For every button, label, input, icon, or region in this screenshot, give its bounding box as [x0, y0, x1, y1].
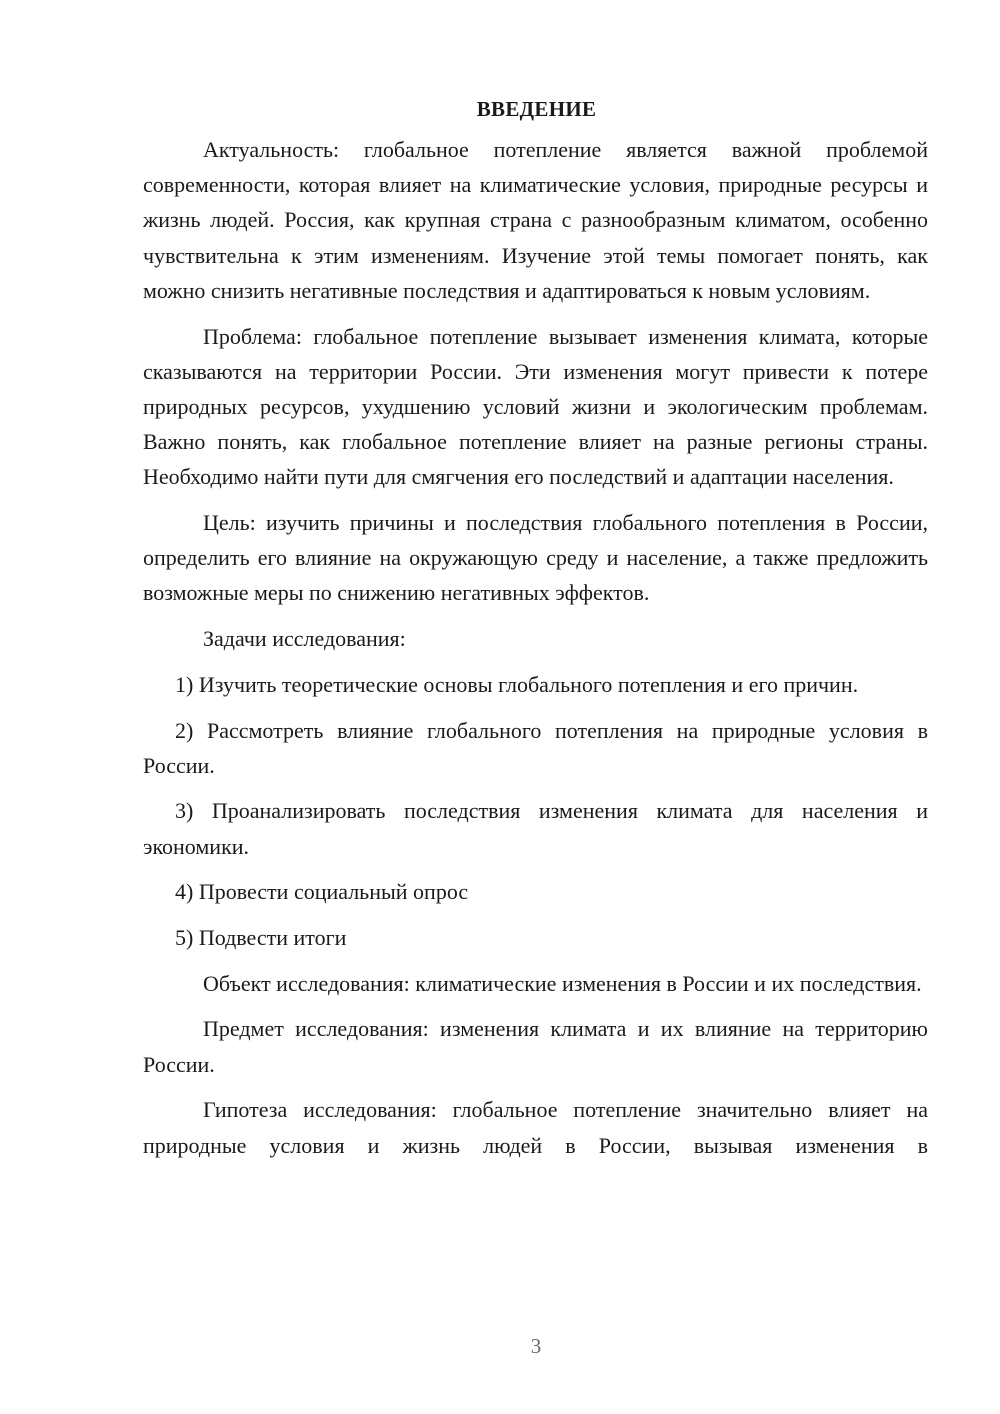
tasks-heading: Задачи исследования: [203, 626, 406, 652]
task-item-1: 1) Изучить теоретические основы глобального потепления и его причин. [175, 671, 859, 697]
paragraph-hypothesis: Гипотеза исследования: глобальное потепление значительно влияет на природные условия и жизнь людей в России, вызывая изменения в [143, 1097, 928, 1158]
paragraph-object: Объект исследования: климатические изменения в России и их последствия. [203, 970, 922, 996]
paragraph-goal: Цель: изучить причины и последствия глобального потепления в России, определить его влияние на окружающую среду и население, а также предложить возможные меры по снижению негативных эффектов. [143, 510, 928, 606]
paragraph-subject: Предмет исследования: изменения климата и их влияние на территорию России. [143, 1016, 928, 1077]
paragraph-relevance: Актуальность: глобальное потепление является важной проблемой современности, которая влияет на климатические условия, природные ресурсы и жизнь людей. Россия, как крупная страна с разнообразным климатом, особенно чувствительна к этим изменениям. Изучение этой темы помогает понять, как можно снизить негативные последствия и адаптироваться к новым условиям. [143, 137, 928, 303]
task-item-4: 4) Провести социальный опрос [175, 879, 469, 905]
task-item-3: 3) Проанализировать последствия изменения климата для населения и экономики. [143, 798, 928, 859]
page-number: 3 [530, 1334, 542, 1358]
page-title: ВВЕДЕНИЕ [476, 97, 597, 121]
document-page [143, 92, 928, 1173]
task-item-2: 2) Рассмотреть влияние глобального потепления на природные условия в России. [143, 717, 928, 778]
paragraph-problem: Проблема: глобальное потепление вызывает изменения климата, которые сказываются на территории России. Эти изменения могут привести к потере природных ресурсов, ухудшению условий жизни и экологическим проблемам. Важно понять, как глобальное потепление влияет на разные регионы страны. Необходимо найти пути для смягчения его последствий и адаптации населения. [143, 323, 928, 490]
task-item-5: 5) Подвести итоги [175, 925, 347, 951]
